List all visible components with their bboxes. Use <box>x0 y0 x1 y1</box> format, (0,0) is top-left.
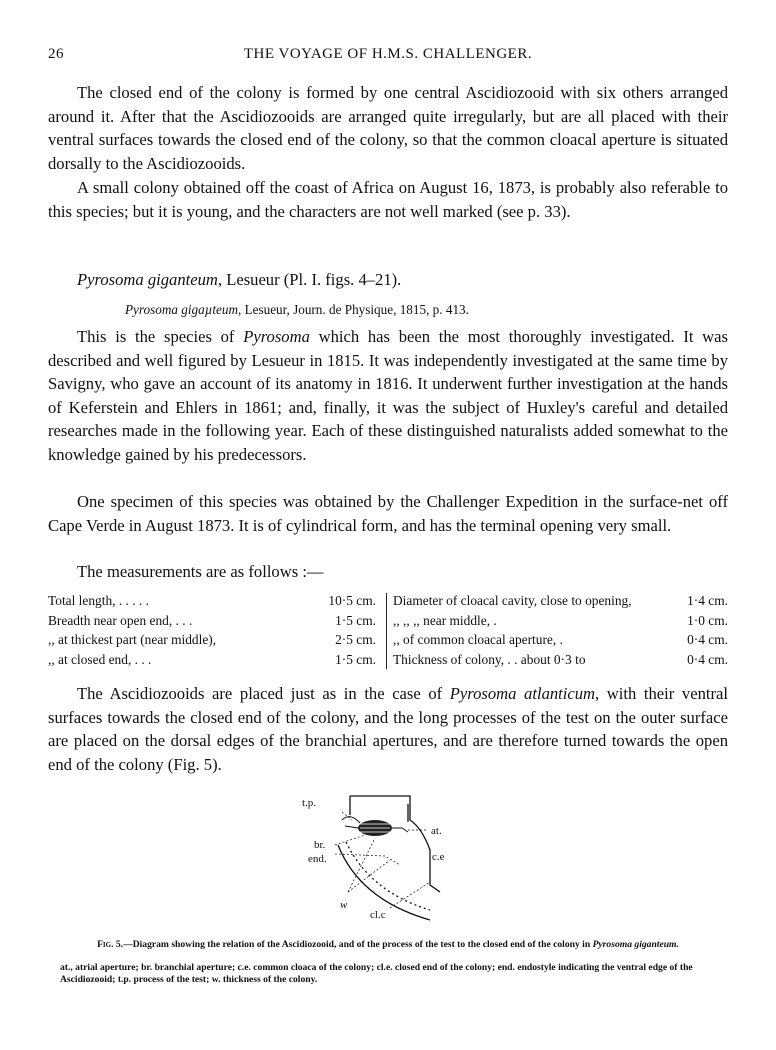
p3-genus: Pyrosoma <box>243 327 310 346</box>
measurements-right-column <box>393 591 728 669</box>
measurement-row <box>393 611 728 631</box>
outer-wall-line <box>350 796 440 892</box>
table-divider <box>386 593 387 669</box>
label-at: at. <box>431 825 442 837</box>
page-number: 26 <box>48 46 64 62</box>
leader-w <box>348 838 390 892</box>
measurements-table <box>48 591 728 673</box>
measurement-row <box>48 650 380 670</box>
test-process <box>342 817 360 828</box>
measurement-label: Total length, . . . . . <box>48 593 149 608</box>
measurement-value: 0·4 cm. <box>687 651 728 667</box>
running-title: THE VOYAGE OF H.M.S. CHALLENGER. <box>243 46 533 62</box>
label-end: end. <box>308 853 327 865</box>
figure-caption <box>60 939 716 951</box>
measurement-value: 0·4 cm. <box>687 632 728 647</box>
paragraph-ascidiozooids <box>48 682 728 776</box>
synonym-reference <box>125 302 469 318</box>
leader-br <box>335 835 365 845</box>
measurement-label: ,, of common cloacal aperture, . <box>393 632 563 647</box>
measurement-value: 10·5 cm. <box>328 593 376 608</box>
paragraph-africa-colony: A small colony obtained off the coast of Africa on August 16, 1873, is probably also referable to this species; but it is young, and the characters are not well marked (see p. 33). <box>48 178 728 221</box>
measurement-row <box>393 650 728 670</box>
paragraph-measurements-intro: The measurements are as follows :— <box>77 562 324 581</box>
measurement-row <box>48 591 380 611</box>
measurement-value: 1·5 cm. <box>335 612 376 628</box>
page-header <box>48 46 728 68</box>
measurement-label: Breadth near open end, . . . <box>48 612 193 628</box>
atrial-aperture <box>392 828 408 832</box>
label-ce: c.e <box>432 851 445 863</box>
species-name: Pyrosoma giganteum <box>77 270 218 289</box>
measurement-value: 2·5 cm. <box>335 632 376 647</box>
measurement-label: Diameter of cloacal cavity, close to opening, <box>393 593 632 608</box>
paragraph-closed-end: The closed end of the colony is formed by one central Ascidiozooid with six others arranged around it. After that the Ascidiozooids are arranged quite irregularly, but are all placed with their ventral surfaces towards the closed end of the colony, so that the common cloacal aperture is situated dorsally to the Ascidiozooids. <box>48 83 728 173</box>
measurement-label: ,, ,, ,, near middle, . <box>393 612 497 628</box>
measurement-row <box>48 611 380 631</box>
measurement-row <box>393 591 728 611</box>
caption-species: Pyrosoma giganteum. <box>592 939 679 950</box>
colony-wall <box>338 796 440 920</box>
label-w: w <box>340 899 348 911</box>
synonym-citation: , Lesueur, Journ. de Physique, 1815, p. 413. <box>237 302 469 317</box>
label-tp: t.p. <box>302 797 317 809</box>
measurements-left-column <box>48 591 380 669</box>
measurement-value: 1·0 cm. <box>687 612 728 628</box>
measurement-label: ,, at closed end, . . . <box>48 651 152 667</box>
measurement-value: 1·4 cm. <box>687 593 728 608</box>
p6-text-b: , with their ventral surfaces towards the closed end of the colony, and the long processes of the test on the outer surface are placed on the dorsal edges of the branchial apertures, and are therefore turned towards the open end of the colony (Fig. 5). <box>48 684 728 774</box>
caption-text: —Diagram showing the relation of the Ascidiozooid, and of the process of the test to the closed end of the colony in <box>123 939 593 950</box>
species-author: , Lesueur (Pl. I. figs. 4–21). <box>217 270 402 289</box>
p6-text-a: The Ascidiozooids are placed just as in the case of <box>77 684 450 703</box>
measurement-label: ,, at thickest part (near middle), <box>48 632 217 647</box>
measurement-row <box>393 630 728 650</box>
synonym-name: Pyrosoma gigaµteum <box>125 302 238 317</box>
figure-legend: at., atrial aperture; br. branchial aperture; c.e. common cloaca of the colony; cl.e. closed end of the colony; end. endostyle indicating the ventral edge of the Ascidiozooid; t.p. process of the test; w. thickness of the colony. <box>60 962 693 985</box>
label-clc: cl.c <box>370 909 386 921</box>
p3-text-b: which has been the most thoroughly investigated. It was described and well figured by Lesueur in 1815. It was independently investigated at the same time by Savigny, who gave an account of its anatomy in 1816. It underwent further investigation at the hands of Keferstein and Ehlers in 1861; and, finally, it was the subject of Huxley's careful and detailed researches made in the following year. Each of these distinguished naturalists added somewhat to the knowledge gained by his predecessors. <box>48 327 728 464</box>
measurement-value: 1·5 cm. <box>335 651 376 667</box>
paragraph-specimen: One specimen of this species was obtained by the Challenger Expedition in the surface-net off Cape Verde in August 1873. It is of cylindrical form, and has the terminal opening very small. <box>48 492 728 535</box>
species-heading <box>77 270 401 290</box>
paragraph-history <box>48 325 728 466</box>
p6-species: Pyrosoma atlanticum <box>449 684 596 703</box>
inner-curve <box>346 842 430 910</box>
label-br: br. <box>314 839 326 851</box>
caption-label: Fig. 5. <box>97 939 124 950</box>
measurement-label: Thickness of colony, . . about 0·3 to <box>393 651 586 667</box>
leader-clc <box>390 882 430 908</box>
figure-5-diagram <box>290 790 480 925</box>
measurement-row <box>48 630 380 650</box>
p3-text-a: This is the species of <box>77 327 244 346</box>
